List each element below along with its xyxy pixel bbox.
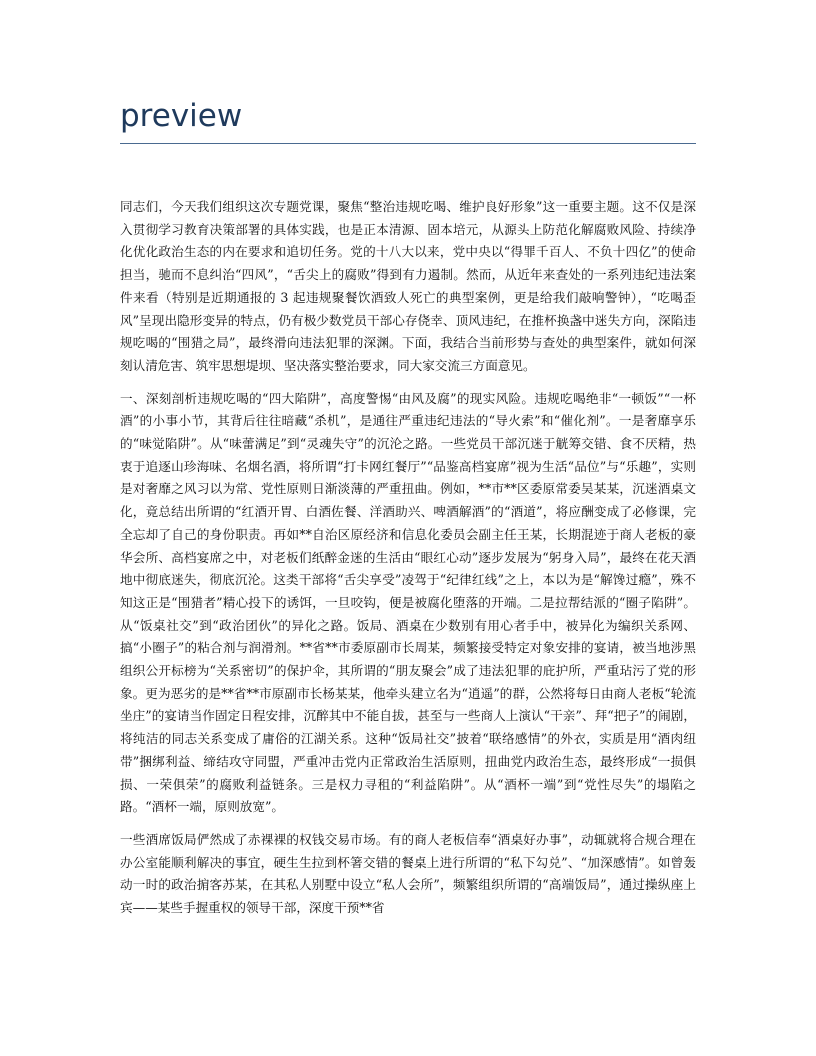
paragraph-continuation: 一些酒席饭局俨然成了赤裸裸的权钱交易市场。有的商人老板信奉“酒桌好办事”，动辄就将合规合理在办公室能顺利解决的事宜，硬生生拉到杯箸交错的餐桌上进行所谓的“私下勾兑”、“加深感情”。如曾轰动一时的政治掮客苏某，在其私人别墅中设立“私人会所”，频繁组织所谓的“高端饭局”，通过操纵座上宾——某些手握重权的领导干部，深度干预**省	[120, 831, 696, 916]
paragraph-section-one: 一、深刻剖析违规吃喝的“四大陷阱”，高度警惕“由风及腐”的现实风险。违规吃喝绝非“一顿饭”“一杯酒”的小事小节，其背后往往暗藏“杀机”，是通往严重违纪违法的“导火索”和“催化剂”。一是奢靡享乐的“味觉陷阱”。从“味蕾满足”到“灵魂失守”的沉沦之路。一些党员干部沉迷于觥筹交错、食不厌精，热衷于追逐山珍海味、名烟名酒，将所谓“打卡网红餐厅”“品鉴高档宴席”视为生活“品位”与“乐趣”，实则是对奢靡之风习以为常、党性原则日渐淡薄的严重扭曲。例如，**市**区委原常委吴某某，沉迷酒桌文化，竟总结出所谓的“红酒开胃、白酒佐餐、洋酒助兴、啤酒解酒”的“酒道”，将应酬变成了必修课，完全忘却了自己的身份职责。再如**自治区原经济和信息化委员会副主任王某，长期混迹于商人老板的豪华会所、高档宴席之中，对老板们纸醉金迷的生活由“眼红心动”逐步发展为“躬身入局”，最终在花天酒地中彻底迷失，彻底沉沦。这类干部将“舌尖享受”凌驾于“纪律红线”之上，本以为是“解馋过瘾”，殊不知这正是“围猎者”精心投下的诱饵，一旦咬钩，便是被腐化堕落的开端。二是拉帮结派的“圈子陷阱”。从“饭桌社交”到“政治团伙”的异化之路。饭局、酒桌在少数别有用心者手中，被异化为编织关系网、搞“小圈子”的粘合剂与润滑剂。**省**市委原副市长周某，频繁接受特定对象安排的宴请，被当地涉黑组织公开标榜为“关系密切”的保护伞，其所谓的“朋友聚会”成了违法犯罪的庇护所，严重玷污了党的形象。更为恶劣的是**省**市原副市长杨某某，他牵头建立名为“逍遥”的群，公然将每日由商人老板“轮流坐庄”的宴请当作固定日程安排，沉醉其中不能自拔，甚至与一些商人上演认“干亲”、拜“把子”的闹剧，将纯洁的同志关系变成了庸俗的江湖关系。这种“饭局社交”披着“联络感情”的外衣，实质是用“酒肉纽带”捆绑利益、缔结攻守同盟，严重冲击党内正常政治生活原则，扭曲党内政治生态，最终形成“一损俱损、一荣俱荣”的腐败利益链条。三是权力寻租的“利益陷阱”。从“酒杯一端”到“党性尽失”的塌陷之路。“酒杯一端，原则放宽”。	[120, 390, 696, 815]
document-title: preview	[120, 98, 243, 134]
document-body	[120, 196, 696, 920]
document-page	[120, 0, 696, 920]
title-divider	[120, 143, 696, 144]
paragraph-intro: 同志们，今天我们组织这次专题党课，聚焦“整治违规吃喝、维护良好形象”这一重要主题。这不仅是深入贯彻学习教育决策部署的具体实践，也是正本清源、固本培元，从源头上防范化解腐败风险、持续净化优化政治生态的内在要求和追切任务。党的十八大以来，党中央以“得罪千百人、不负十四亿”的使命担当，驰而不息纠治“四风”，“舌尖上的腐败”得到有力遏制。然而，从近年来查处的一系列违纪违法案件来看（特别是近期通报的 3 起违规聚餐饮酒致人死亡的典型案例，更是给我们敲响警钟），“吃喝歪风”呈现出隐形变异的特点，仍有极少数党员干部心存侥幸、顶风违纪，在推杯换盏中迷失方向，深陷违规吃喝的“围猎之局”，最终滑向违法犯罪的深渊。下面，我结合当前形势与查处的典型案件，就如何深刻认清危害、筑牢思想堤坝、坚决落实整治要求，同大家交流三方面意见。	[120, 199, 696, 373]
